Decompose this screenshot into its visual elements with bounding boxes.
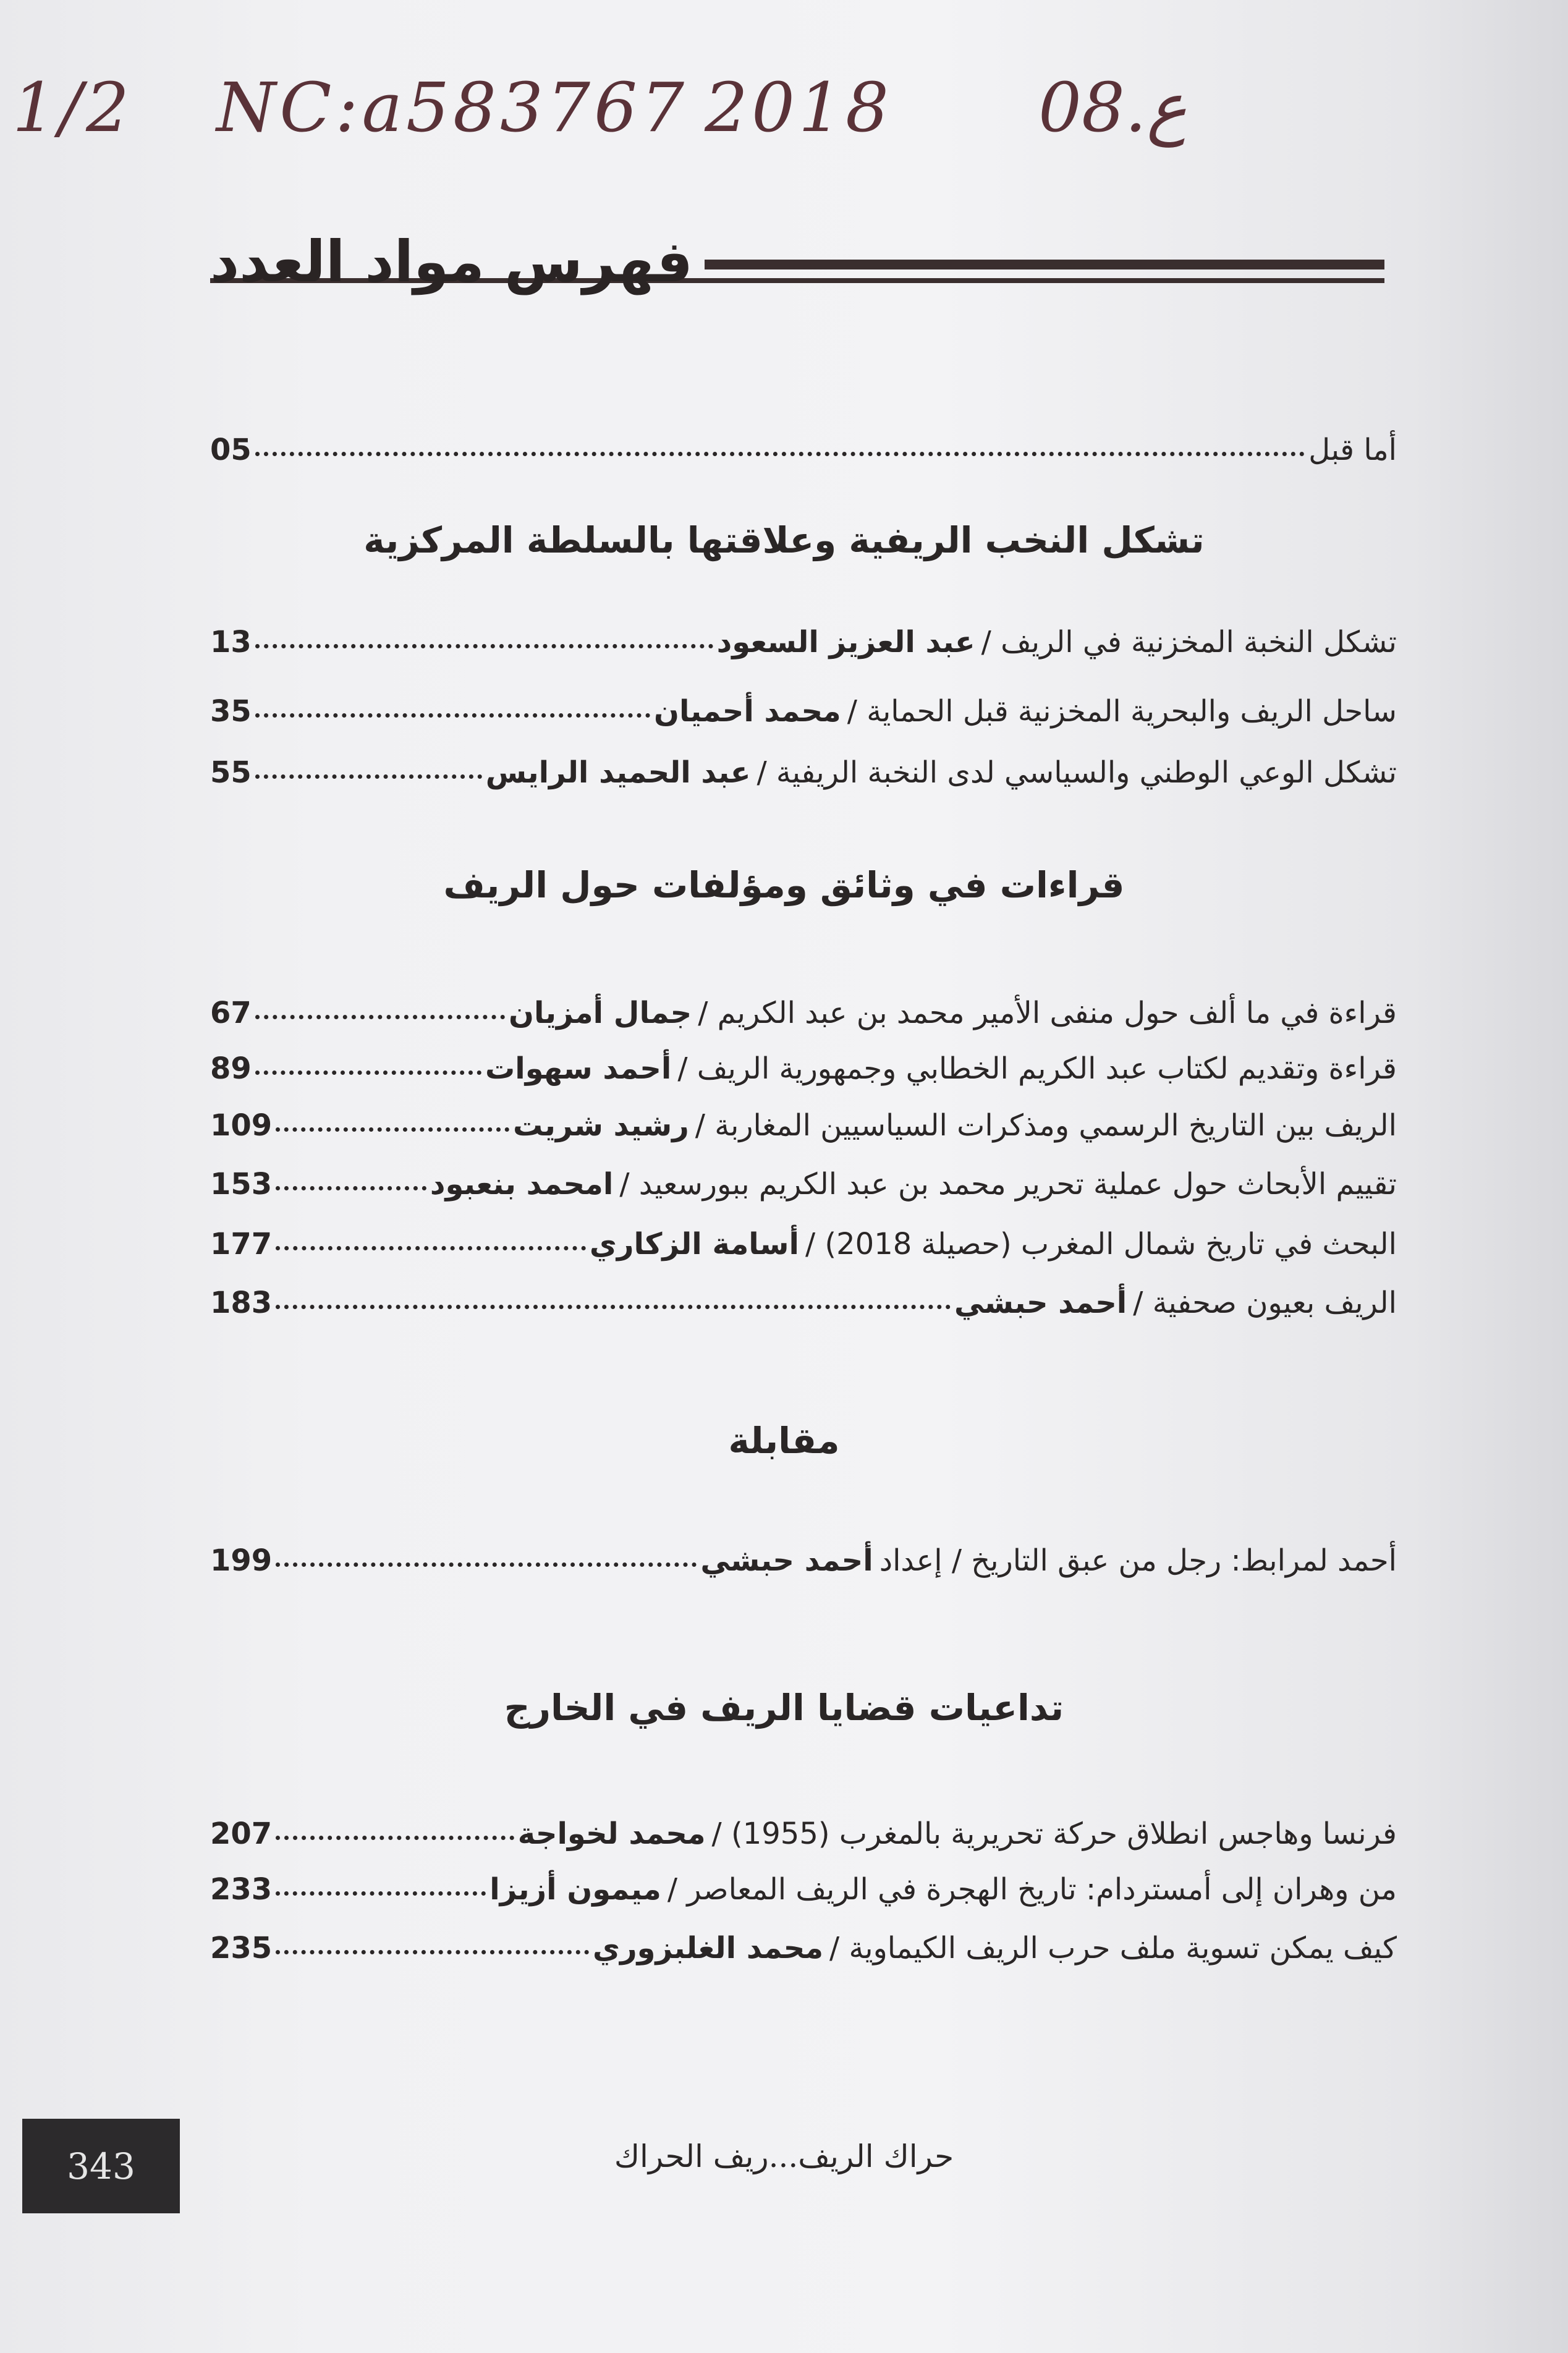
running-title: حراك الريف...ريف الحراك (614, 2139, 954, 2174)
page-number: 343 (67, 2145, 135, 2187)
toc-entry (210, 622, 1397, 662)
toc-entry (210, 1541, 1397, 1580)
toc-entry (210, 1814, 1397, 1854)
entry-title: الريف بين التاريخ الرسمي ومذكرات السياسيين المغاربة / (695, 1108, 1397, 1143)
toc-entry (210, 1224, 1397, 1264)
toc-entry (210, 1164, 1397, 1204)
entry-author: عبد الحميد الرايس (485, 755, 751, 790)
entry-page: 109 (210, 1108, 273, 1143)
entry-title: أحمد لمرابط: رجل من عبق التاريخ / إعداد (879, 1543, 1397, 1578)
dot-leader (255, 644, 713, 648)
entry-author: ميمون أزيزا (489, 1872, 661, 1907)
page-title-block (210, 229, 1384, 303)
section-heading: تداعيات قضايا الريف في الخارج (504, 1687, 1064, 1729)
handwritten-year: 2018 (705, 68, 892, 147)
entry-page: 153 (210, 1167, 273, 1202)
toc-entry (210, 1870, 1397, 1909)
entry-title: من وهران إلى أمستردام: تاريخ الهجرة في الريف المعاصر / (667, 1872, 1397, 1907)
entry-author: امحمد بنعبود (430, 1167, 614, 1202)
entry-author: محمد الغلبزوري (593, 1931, 824, 1965)
page-title: فهرس مواد العدد (210, 229, 693, 295)
entry-page: 67 (210, 996, 252, 1030)
entry-page: 05 (210, 433, 252, 467)
entry-title: قراءة في ما ألف حول منفى الأمير محمد بن عبد الكريم / (698, 996, 1397, 1030)
entry-page: 199 (210, 1543, 273, 1578)
entry-page: 233 (210, 1872, 273, 1907)
dot-leader (255, 713, 650, 718)
entry-author: عبد العزيز السعود (716, 625, 975, 659)
entry-page: 235 (210, 1931, 273, 1965)
toc-entry (210, 1928, 1397, 1968)
toc-entry-intro (210, 430, 1397, 470)
toc-entry (210, 753, 1397, 792)
section-heading: مقابلة (728, 1420, 840, 1462)
dot-leader (276, 1891, 486, 1896)
entry-page: 89 (210, 1051, 252, 1086)
entry-page: 183 (210, 1286, 273, 1320)
entry-title: أما قبل (1308, 433, 1397, 467)
entry-author: محمد لخواجة (517, 1817, 706, 1851)
entry-title: قراءة وتقديم لكتاب عبد الكريم الخطابي وجمهورية الريف / (677, 1051, 1397, 1086)
entry-author: أحمد حبشي (954, 1286, 1127, 1320)
toc-entry (210, 1106, 1397, 1145)
toc-entry (210, 692, 1397, 731)
entry-author: جمال أمزيان (509, 996, 692, 1030)
handwritten-code: ع.08 (1038, 68, 1187, 147)
entry-title: تقييم الأبحاث حول عملية تحرير محمد بن عبد الكريم ببورسعيد / (619, 1167, 1397, 1202)
entry-title: تشكل الوعي الوطني والسياسي لدى النخبة الريفية / (756, 755, 1397, 790)
dot-leader (276, 1836, 514, 1840)
entry-author: أحمد سهوات (485, 1051, 672, 1086)
title-rule-thick (705, 260, 1384, 269)
entry-page: 55 (210, 755, 252, 790)
entry-title: البحث في تاريخ شمال المغرب (حصيلة 2018) / (805, 1227, 1397, 1261)
handwritten-fraction: 1/2 (12, 68, 133, 147)
toc-entry (210, 993, 1397, 1033)
dot-leader (255, 1071, 481, 1075)
dot-leader (276, 1246, 586, 1250)
entry-author: رشيد شريت (513, 1108, 689, 1143)
dot-leader (255, 452, 1305, 456)
entry-author: محمد أحميان (654, 694, 841, 729)
entry-page: 177 (210, 1227, 273, 1261)
handwritten-catalog-number: NC:a583767 (216, 68, 688, 147)
toc-entry (210, 1049, 1397, 1088)
entry-author: أسامة الزكاري (589, 1227, 799, 1261)
entry-page: 207 (210, 1817, 273, 1851)
section-heading: قراءات في وثائق ومؤلفات حول الريف (443, 864, 1125, 906)
dot-leader (276, 1562, 697, 1567)
entry-title: ساحل الريف والبحرية المخزنية قبل الحماية / (847, 694, 1397, 729)
section-heading: تشكل النخب الريفية وعلاقتها بالسلطة المركزية (363, 519, 1205, 561)
dot-leader (255, 774, 482, 779)
entry-page: 35 (210, 694, 252, 729)
dot-leader (276, 1305, 951, 1309)
dot-leader (276, 1127, 509, 1132)
dot-leader (255, 1015, 505, 1019)
entry-title: الريف بعيون صحفية / (1133, 1286, 1397, 1320)
dot-leader (276, 1950, 589, 1954)
entry-author: أحمد حبشي (700, 1543, 873, 1578)
dot-leader (276, 1186, 426, 1190)
entry-title: كيف يمكن تسوية ملف حرب الريف الكيماوية / (829, 1931, 1397, 1965)
entry-title: فرنسا وهاجس انطلاق حركة تحريرية بالمغرب (1955) / (711, 1817, 1397, 1851)
entry-page: 13 (210, 625, 252, 659)
toc-entry (210, 1283, 1397, 1323)
entry-title: تشكل النخبة المخزنية في الريف / (981, 625, 1397, 659)
